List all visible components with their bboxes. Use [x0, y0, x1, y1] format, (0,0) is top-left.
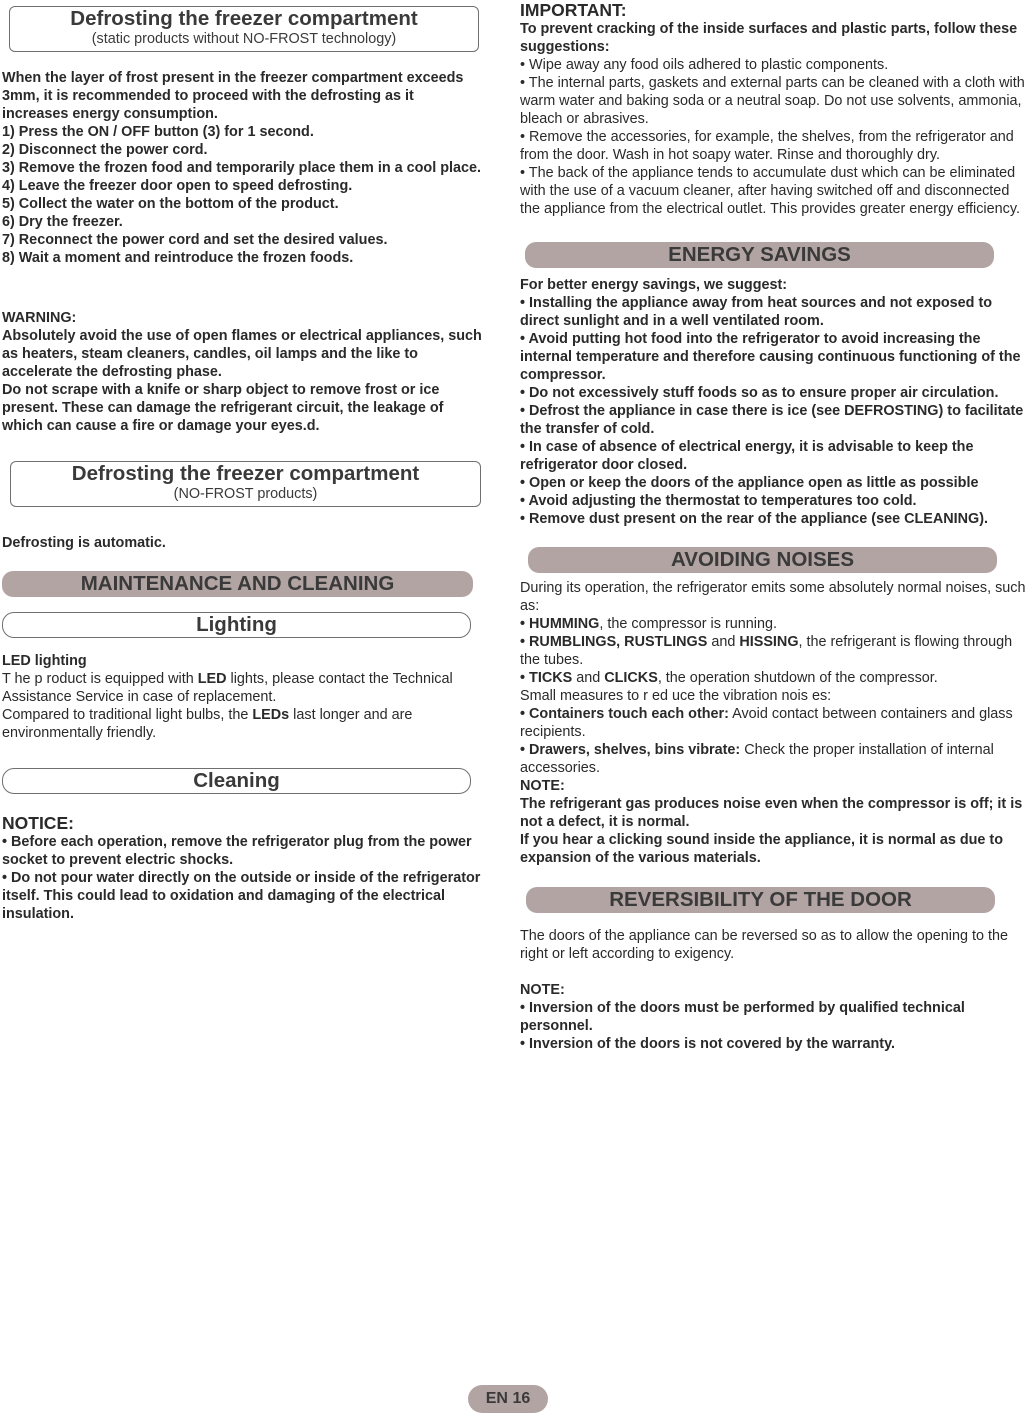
reversibility-note-block: [520, 981, 1026, 1053]
reversibility-note-title: NOTE:: [520, 982, 565, 998]
page-footer: [468, 1385, 548, 1413]
important-item: • Wipe away any food oils adhered to plastic components.: [520, 57, 889, 73]
noise-note-text: The refrigerant gas produces noise even when the compressor is off; it is not a defect, it is normal.: [520, 796, 1023, 830]
defrost-step: 5) Collect the water on the bottom of the product.: [2, 196, 339, 212]
defrost-nofrost-box: [10, 461, 481, 507]
reversibility-note-item: • Inversion of the doors must be performed by qualified technical personnel.: [520, 1000, 965, 1034]
important-subtitle: To prevent cracking of the inside surfaces and plastic parts, follow these suggestions:: [520, 21, 1018, 55]
energy-intro: For better energy savings, we suggest:: [520, 277, 788, 293]
defrost-static-box: [9, 6, 479, 52]
maintenance-heading: MAINTENANCE AND CLEANING: [2, 571, 473, 597]
noise-note-title: NOTE:: [520, 778, 565, 794]
energy-item: • Do not excessively stuff foods so as to ensure proper air circulation.: [520, 385, 999, 401]
notice-title: NOTICE:: [2, 813, 74, 833]
notice-item: • Before each operation, remove the refrigerator plug from the power socket to prevent electric shocks.: [2, 834, 472, 868]
defrost-step: 2) Disconnect the power cord.: [2, 142, 208, 158]
defrost-step: 7) Reconnect the power cord and set the desired values.: [2, 232, 388, 248]
noise-intro: During its operation, the refrigerator emits some absolutely normal noises, such as:: [520, 580, 1026, 614]
notice-block: [2, 813, 482, 923]
notice-item: • Do not pour water directly on the outside or inside of the refrigerator itself. This could lead to oxidation and damaging of the electrical insulation.: [2, 870, 481, 922]
noise-item: • TICKS and CLICKS, the operation shutdown of the compressor.: [520, 670, 938, 686]
important-item: • Remove the accessories, for example, the shelves, from the refrigerator and from the door. Wash in hot soapy water. Rinse and thoroughly dry.: [520, 129, 1014, 163]
defrost-static-body: [2, 69, 482, 267]
reversibility-text: The doors of the appliance can be reversed so as to allow the opening to the right or left according to exigency.: [520, 928, 1009, 962]
noise-item: • HUMMING, the compressor is running.: [520, 616, 777, 632]
noise-note-text: If you hear a clicking sound inside the appliance, it is normal as due to expansion of the various materials.: [520, 832, 1003, 866]
defrost-intro: When the layer of frost present in the freezer compartment exceeds 3mm, it is recommended to proceed with the defrosting as it increases energy consumption.: [2, 70, 464, 122]
warning-text: Do not scrape with a knife or sharp object to remove frost or ice present. These can damage the refrigerant circuit, the leakage of which can cause a fire or damage your eyes.d.: [2, 382, 444, 434]
noise-item: • Drawers, shelves, bins vibrate: Check the proper installation of internal accessories.: [520, 742, 994, 776]
reversibility-heading: REVERSIBILITY OF THE DOOR: [526, 887, 995, 913]
reversibility-note-item: • Inversion of the doors is not covered by the warranty.: [520, 1036, 896, 1052]
noise-item: • RUMBLINGS, RUSTLINGS and HISSING, the refrigerant is flowing through the tubes.: [520, 634, 1013, 668]
important-block: [520, 0, 1026, 218]
important-item: • The back of the appliance tends to accumulate dust which can be eliminated with the use of a vacuum cleaner, after having switched off and disconnected the appliance from the electrical outlet. This provides greater energy efficiency.: [520, 165, 1020, 217]
avoiding-noises-heading: AVOIDING NOISES: [528, 547, 997, 573]
page-number: 16: [512, 1390, 531, 1407]
led-block: [2, 652, 482, 742]
energy-item: • Remove dust present on the rear of the appliance (see CLEANING).: [520, 511, 989, 527]
defrost-nofrost-subtitle: (NO-FROST products): [173, 486, 318, 502]
defrost-step: 3) Remove the frozen food and temporarily place them in a cool place.: [2, 160, 481, 176]
warning-text: Absolutely avoid the use of open flames or electrical appliances, such as heaters, steam cleaners, candles, oil lamps and the like to accelerate the defrosting phase.: [2, 328, 482, 380]
led-text: Compared to traditional light bulbs, the LEDs last longer and are environmentally friendly.: [2, 707, 413, 741]
defrost-static-title: Defrosting the freezer compartment: [70, 7, 418, 30]
defrost-nofrost-title: Defrosting the freezer compartment: [71, 462, 420, 485]
important-title: IMPORTANT:: [520, 0, 627, 20]
noise-small-measures: Small measures to r ed uce the vibration nois es:: [520, 688, 832, 704]
lighting-heading: Lighting: [2, 612, 471, 638]
energy-item: • Defrost the appliance in case there is ice (see DEFROSTING) to facilitate the transfer of cold.: [520, 403, 1024, 437]
defrost-automatic: Defrosting is automatic.: [2, 535, 166, 551]
led-title: LED lighting: [2, 653, 87, 669]
energy-item: • Open or keep the doors of the appliance open as little as possible: [520, 475, 979, 491]
energy-item: • Avoid putting hot food into the refrigerator to avoid increasing the internal temperature and therefore causing continuous functioning of the compressor.: [520, 331, 1021, 383]
defrost-step: 8) Wait a moment and reintroduce the frozen foods.: [2, 250, 354, 266]
warning-title: WARNING:: [2, 310, 77, 326]
energy-block: [520, 276, 1026, 528]
energy-item: • Avoid adjusting the thermostat to temperatures too cold.: [520, 493, 917, 509]
footer-language: EN: [485, 1390, 508, 1407]
defrost-step: 6) Dry the freezer.: [2, 214, 123, 230]
defrost-step: 4) Leave the freezer door open to speed defrosting.: [2, 178, 353, 194]
energy-item: • Installing the appliance away from heat sources and not exposed to direct sunlight and in a well ventilated room.: [520, 295, 993, 329]
cleaning-heading: Cleaning: [2, 768, 471, 794]
defrost-static-subtitle: (static products without NO-FROST technology): [91, 31, 397, 47]
noise-block: [520, 579, 1026, 867]
important-item: • The internal parts, gaskets and external parts can be cleaned with a cloth with warm water and baking soda or a neutral soap. Do not use solvents, ammonia, bleach or abrasives.: [520, 75, 1025, 127]
noise-item: • Containers touch each other: Avoid contact between containers and glass recipients.: [520, 706, 1013, 740]
warning-block: [2, 309, 482, 435]
energy-item: • In case of absence of electrical energy, it is advisable to keep the refrigerator door closed.: [520, 439, 974, 473]
energy-savings-heading: ENERGY SAVINGS: [525, 242, 994, 268]
led-text: T he p roduct is equipped with LED lights, please contact the Technical Assistance Service in case of replacement.: [2, 671, 453, 705]
defrost-step: 1) Press the ON / OFF button (3) for 1 second.: [2, 124, 314, 140]
reversibility-block: [520, 927, 1026, 963]
